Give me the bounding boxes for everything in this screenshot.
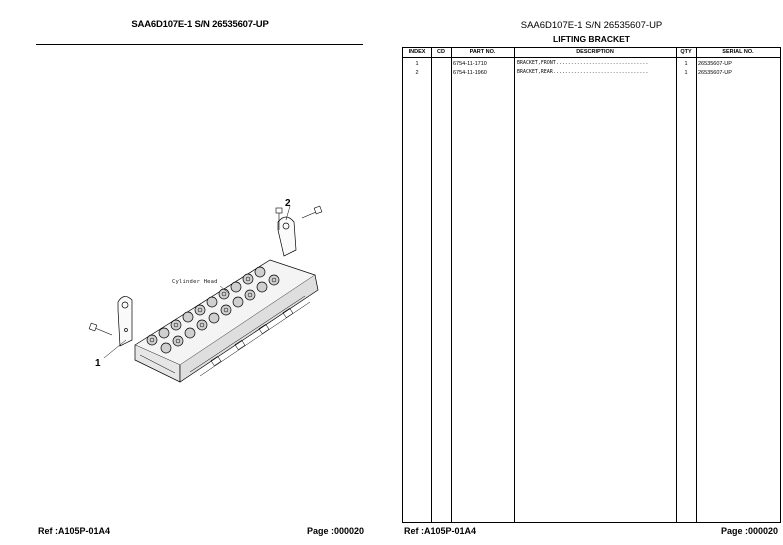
right-page-title: SAA6D107E-1 S/N 26535607-UP — [520, 20, 663, 31]
col-divider-description — [514, 48, 677, 522]
row-cd — [433, 60, 450, 68]
parts-table — [402, 47, 781, 523]
col-divider-cd — [431, 48, 452, 522]
title-divider — [36, 44, 363, 45]
rear-bracket-part — [278, 217, 296, 256]
front-bracket-part — [118, 296, 132, 346]
header-part-no: PART NO. — [469, 49, 496, 55]
left-page-title: SAA6D107E-1 S/N 26535607-UP — [131, 19, 269, 30]
col-divider-partno — [451, 48, 515, 522]
row-serial-no: 26535607-UP — [698, 70, 732, 76]
col-divider-qty — [676, 48, 697, 522]
left-page-ref: Ref :A105P-01A4 — [38, 526, 111, 536]
header-qty: QTY — [680, 49, 692, 55]
callout-item-1: 1 — [95, 358, 101, 369]
row-index: 1 — [415, 61, 419, 67]
cylinder-head-illustration — [40, 190, 360, 400]
col-divider-index — [403, 48, 432, 522]
right-page-number: Page :000020 — [720, 526, 778, 536]
header-description: DESCRIPTION — [576, 49, 614, 55]
row-index: 2 — [415, 70, 419, 76]
left-page-number: Page :000020 — [306, 526, 364, 536]
callout-item-2: 2 — [285, 198, 291, 209]
row-cd — [433, 69, 450, 77]
header-index: INDEX — [408, 49, 426, 55]
header-cd: CD — [437, 49, 445, 55]
section-subtitle: LIFTING BRACKET — [553, 34, 630, 44]
row-description: BRACKET,REAR................................ — [517, 70, 649, 75]
row-description: BRACKET,FRONT............................... — [517, 61, 649, 66]
row-serial-no: 26535607-UP — [698, 61, 732, 67]
row-qty: 1 — [684, 70, 688, 76]
header-serial-no: SERIAL NO. — [722, 49, 754, 55]
row-qty: 1 — [684, 61, 688, 67]
row-part-no: 6754-11-1710 — [453, 61, 487, 67]
table-header-row — [403, 48, 780, 58]
row-part-no: 6754-11-1960 — [453, 70, 487, 76]
cylinder-head-label: Cylinder Head — [172, 279, 218, 285]
right-page-ref: Ref :A105P-01A4 — [404, 526, 477, 536]
